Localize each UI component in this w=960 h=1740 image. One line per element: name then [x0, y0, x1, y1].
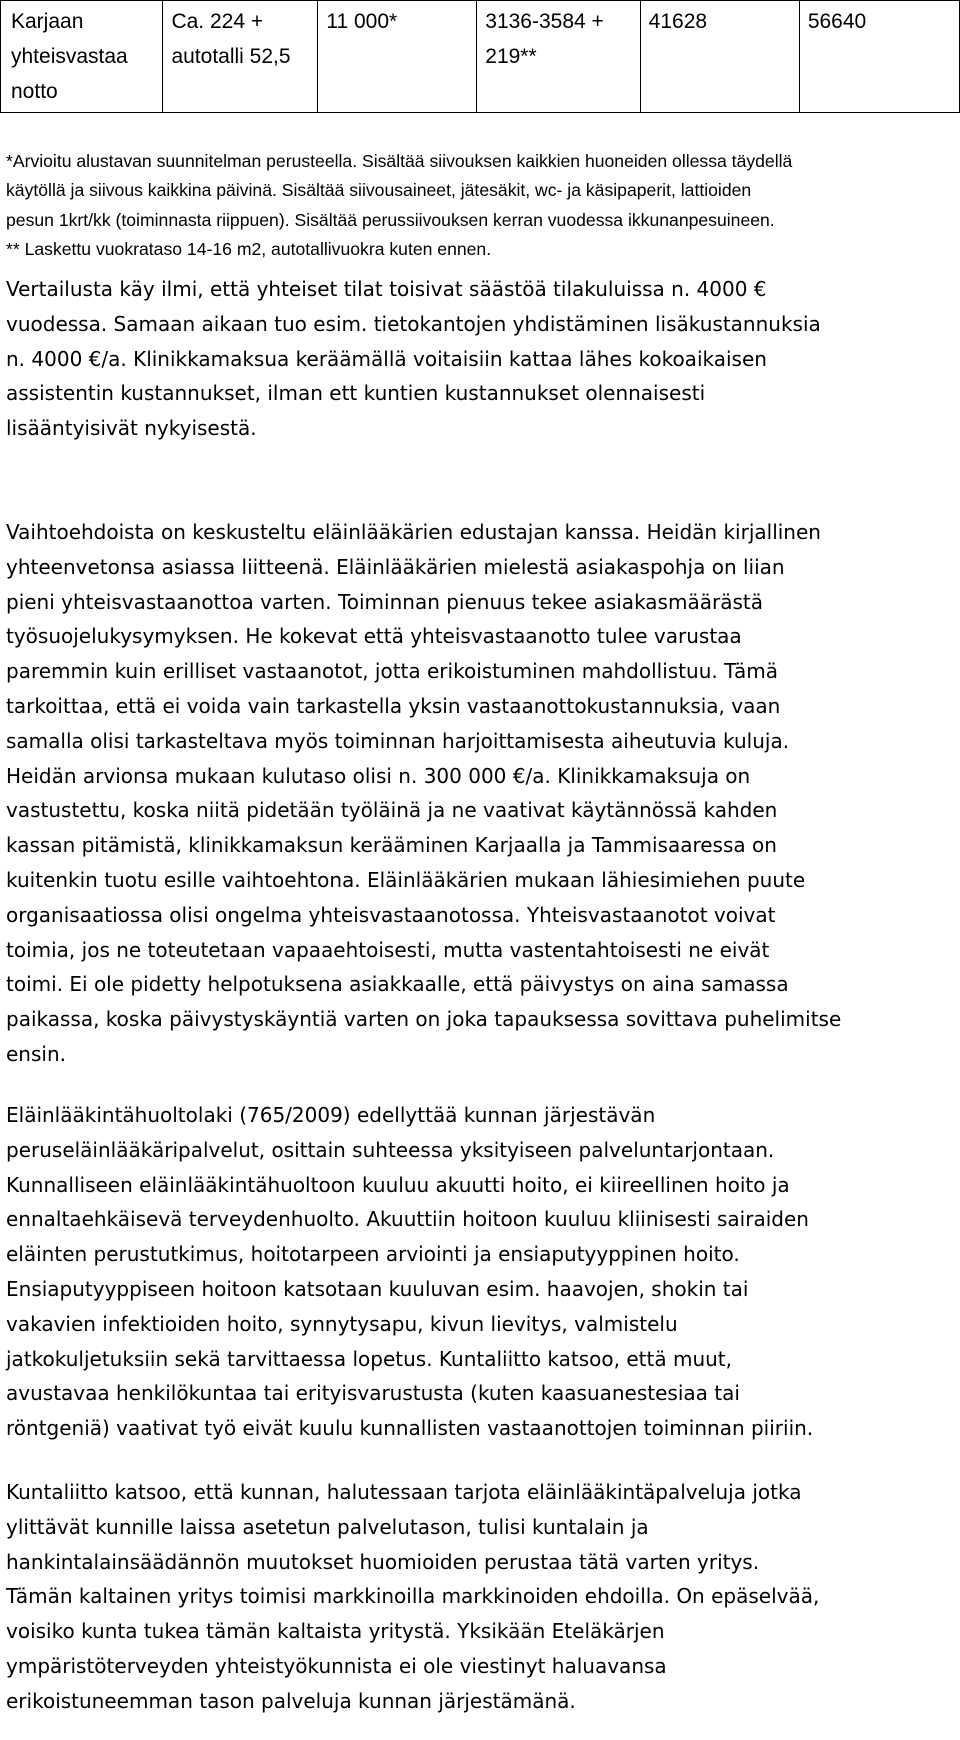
cost-comparison-table — [0, 0, 960, 113]
text-line: avustavaa henkilökuntaa tai erityisvarustusta (kuten kaasuanestesiaa tai — [6, 1381, 740, 1406]
text-line: samalla olisi tarkasteltava myös toiminnan harjoittamisesta aiheutuvia kuluja. — [6, 728, 790, 753]
text-line: ympäristöterveyden yhteistyökunnista ei ole viestinyt haluavansa — [6, 1653, 667, 1678]
text-line: kuitenkin tuotu esille vaihtoehtona. Eläinlääkärien mukaan lähiesimiehen puute — [6, 867, 806, 892]
table-footnotes — [6, 147, 960, 264]
text-line: Eläinlääkintähuoltolaki (765/2009) edellyttää kunnan järjestävän — [6, 1103, 656, 1127]
text-line: Vaihtoehdoista on keskusteltu eläinlääkärien edustajan kanssa. Heidän kirjallinen — [6, 520, 821, 544]
text-line: pieni yhteisvastaanottoa varten. Toiminnan pienuus tekee asiakasmäärästä — [6, 589, 763, 614]
text-line: toimia, jos ne toteutetaan vapaaehtoisesti, mutta vastentahtoisesti ne eivät — [6, 937, 770, 962]
footnote-line: pesun 1krt/kk (toiminnasta riippuen). Sisältää perussiivouksen kerran vuodessa ikkunanpesuineen. — [6, 209, 775, 230]
text-line: voisiko kunta tukea tämän kaltaista yritystä. Yksikään Eteläkärjen — [6, 1619, 665, 1644]
text-line: Heidän arvionsa mukaan kulutaso olisi n. 300 000 €/a. Klinikkamaksuja on — [6, 763, 751, 788]
text-line: peruseläinlääkäripalvelut, osittain suhteessa yksityiseen palveluntarjontaan. — [6, 1137, 775, 1162]
text-line: n. 4000 €/a. Klinikkamaksua keräämällä voitaisiin kattaa lähes kokoaikaisen — [6, 346, 767, 371]
cell-text: 3136-3584 + — [485, 10, 604, 33]
cell-text: notto — [11, 80, 58, 103]
text-line: työsuojelukysymyksen. He kokevat että yhteisvastaanotto tulee varustaa — [6, 624, 742, 649]
table-cell-area — [163, 1, 318, 113]
text-line: röntgeniä) vaativat työ eivät kuulu kunnallisten vastaanottojen toiminnan piiriin. — [6, 1416, 814, 1441]
text-line: hankintalainsäädännön muutokset huomioiden perustaa tätä varten yritys. — [6, 1549, 760, 1574]
paragraph-municipal-company — [6, 1475, 960, 1719]
table-cell-location — [1, 1, 163, 113]
table-row — [1, 1, 960, 113]
cell-text: yhteisvastaa — [11, 45, 128, 68]
text-line: organisaatiossa olisi ongelma yhteisvastaanotossa. Yhteisvastaanotot voivat — [6, 902, 776, 927]
text-line: vastustettu, koska niitä pidetään työläinä ja ne vaativat käytännössä kahden — [6, 798, 778, 823]
text-line: Ensiaputyyppiseen hoitoon katsotaan kuuluvan esim. haavojen, shokin tai — [6, 1276, 749, 1301]
cell-text: 219** — [485, 45, 537, 68]
text-line: tarkoittaa, että ei voida vain tarkastella yksin vastaanottokustannuksia, vaan — [6, 693, 781, 718]
text-line: erikoistuneemman tason palveluja kunnan järjestämänä. — [6, 1688, 576, 1713]
cell-text: autotalli 52,5 — [171, 45, 291, 68]
text-line: ylittävät kunnille laissa asetetun palvelutason, tulisi kuntalain ja — [6, 1514, 649, 1539]
paragraph-legislation — [6, 1098, 960, 1446]
footnote-line: ** Laskettu vuokrataso 14-16 m2, autotallivuokra kuten ennen. — [6, 238, 492, 259]
paragraph-comparison — [6, 272, 960, 446]
text-line: yhteenvetonsa asiassa liitteenä. Eläinlääkärien mielestä asiakaspohja on liian — [6, 554, 785, 579]
text-line: ennaltaehkäisevä terveydenhuolto. Akuuttiin hoitoon kuuluu kliinisesti sairaiden — [6, 1207, 809, 1232]
cell-text: 11 000* — [326, 10, 398, 33]
table-cell-cleaning-cost — [318, 1, 477, 113]
cell-text: Karjaan — [11, 10, 84, 33]
cell-text: 41628 — [648, 10, 708, 33]
text-line: vakavien infektioiden hoito, synnytysapu, kivun lievitys, valmistelu — [6, 1311, 678, 1336]
text-line: Tämän kaltainen yritys toimisi markkinoilla markkinoiden ehdoilla. On epäselvää, — [6, 1584, 820, 1609]
text-line: ensin. — [6, 1041, 66, 1066]
table-cell-rent — [477, 1, 640, 113]
table-cell-value — [640, 1, 799, 113]
text-line: paikassa, koska päivystyskäyntiä varten on joka tapauksessa sovittava puhelimitse — [6, 1007, 842, 1032]
cell-text: 56640 — [807, 10, 867, 33]
text-line: paremmin kuin erilliset vastaanotot, jotta erikoistuminen mahdollistuu. Tämä — [6, 659, 778, 684]
text-line: kassan pitämistä, klinikkamaksun kerääminen Karjaalla ja Tammisaaressa on — [6, 833, 777, 858]
cell-text: Ca. 224 + — [171, 10, 264, 33]
text-line: lisääntyisivät nykyisestä. — [6, 416, 257, 441]
text-line: vuodessa. Samaan aikaan tuo esim. tietokantojen yhdistäminen lisäkustannuksia — [6, 311, 821, 336]
text-line: Kunnalliseen eläinlääkintähuoltoon kuuluu akuutti hoito, ei kiireellinen hoito ja — [6, 1172, 790, 1197]
footnote-line: *Arvioitu alustavan suunnitelman perusteella. Sisältää siivouksen kaikkien huoneiden ollessa täydellä — [6, 151, 793, 171]
text-line: eläinten perustutkimus, hoitotarpeen arviointi ja ensiaputyyppinen hoito. — [6, 1242, 740, 1267]
text-line: Kuntaliitto katsoo, että kunnan, halutessaan tarjota eläinlääkintäpalveluja jotka — [6, 1480, 802, 1504]
text-line: Vertailusta käy ilmi, että yhteiset tilat toisivat säästöä tilakuluissa n. 4000 € — [6, 277, 767, 301]
footnote-line: käytöllä ja siivous kaikkina päivinä. Sisältää siivousaineet, jätesäkit, wc- ja käsipaperit, lattioiden — [6, 180, 752, 201]
text-line: jatkokuljetuksiin sekä tarvittaessa lopetus. Kuntaliitto katsoo, että muut, — [6, 1346, 732, 1371]
table-cell-total — [799, 1, 959, 113]
text-line: assistentin kustannukset, ilman ett kuntien kustannukset olennaisesti — [6, 381, 706, 406]
paragraph-veterinarian-views — [6, 515, 960, 1072]
text-line: toimi. Ei ole pidetty helpotuksena asiakkaalle, että päivystys on aina samassa — [6, 972, 789, 997]
